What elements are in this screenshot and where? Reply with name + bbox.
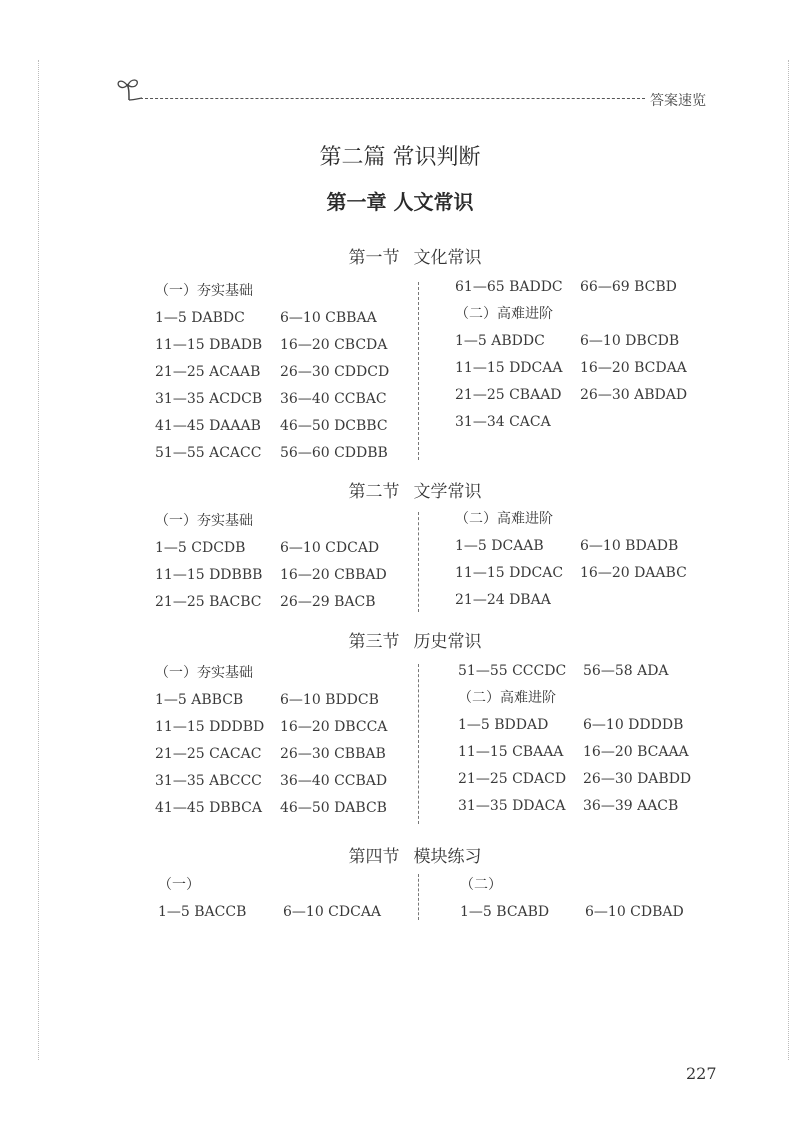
column-divider xyxy=(418,512,419,612)
answer-row xyxy=(155,305,405,332)
answer-cell: 41—45 DAAAB xyxy=(155,418,261,434)
section-number: 第四节 xyxy=(348,847,400,867)
answer-cell: 26—30 CBBAB xyxy=(280,746,386,762)
section-number: 第二节 xyxy=(348,482,400,502)
answer-cell: 1—5 CDCDB xyxy=(155,540,246,556)
answer-row xyxy=(455,274,705,301)
answer-cell: 6—10 BDADB xyxy=(580,538,679,554)
answer-row xyxy=(155,413,405,440)
answer-cell: 6—10 DDDDB xyxy=(583,717,684,733)
answer-row xyxy=(155,562,405,589)
subsection-title: （二）高难进阶 xyxy=(455,306,553,322)
answer-cell: 31—35 ABCCC xyxy=(155,773,262,789)
subsection-title: （一） xyxy=(158,877,200,893)
answer-cell: 46—50 DABCB xyxy=(280,800,387,816)
subsection-title: （二）高难进阶 xyxy=(458,690,556,706)
answer-cell: 6—10 CDBAD xyxy=(585,904,684,920)
answer-row xyxy=(458,658,708,685)
answer-cell: 16—20 DAABC xyxy=(580,565,687,581)
answer-cell: 16—20 DBCCA xyxy=(280,719,388,735)
answer-cell: 46—50 DCBBC xyxy=(280,418,388,434)
header-rule xyxy=(140,98,645,99)
answer-cell: 6—10 CDCAA xyxy=(283,904,382,920)
answer-cell: 21—24 DBAA xyxy=(455,592,551,608)
section-title xyxy=(0,243,800,268)
answer-cell: 11—15 DDBBB xyxy=(155,567,263,583)
section-4-right-column xyxy=(460,872,710,926)
answer-cell: 21—25 CACAC xyxy=(155,746,262,762)
answer-row xyxy=(155,535,405,562)
answer-cell: 11—15 CBAAA xyxy=(458,744,564,760)
answer-cell: 31—35 ACDCB xyxy=(155,391,263,407)
section-name: 文化常识 xyxy=(413,248,482,268)
section-name: 模块练习 xyxy=(413,847,482,867)
section-title xyxy=(0,627,800,652)
answer-cell: 41—45 DBBCA xyxy=(155,800,262,816)
subsection-title: （二） xyxy=(460,877,502,893)
answer-cell: 36—40 CCBAD xyxy=(280,773,388,789)
chapter-title: 第一章 人文常识 xyxy=(326,190,474,214)
answer-row xyxy=(455,355,705,382)
answer-row xyxy=(155,687,405,714)
answer-row xyxy=(455,409,705,436)
answer-cell: 1—5 BDDAD xyxy=(458,717,549,733)
answer-row xyxy=(458,712,708,739)
column-divider xyxy=(418,664,419,824)
section-title xyxy=(0,842,800,867)
answer-cell: 21—25 CBAAD xyxy=(455,387,562,403)
answer-row xyxy=(455,533,705,560)
answer-cell: 11—15 DDCAC xyxy=(455,565,564,581)
section-name: 文学常识 xyxy=(413,482,482,502)
answer-cell: 1—5 ABDDC xyxy=(455,333,545,349)
answer-cell: 16—20 CBCDA xyxy=(280,337,388,353)
answer-cell: 1—5 DABDC xyxy=(155,310,245,326)
section-name: 历史常识 xyxy=(413,632,482,652)
answer-cell: 6—10 CBBAA xyxy=(280,310,377,326)
answer-row xyxy=(155,386,405,413)
answer-row xyxy=(458,739,708,766)
section-number: 第三节 xyxy=(348,632,400,652)
answer-cell: 16—20 BCAAA xyxy=(583,744,689,760)
subsection-title: （一）夯实基础 xyxy=(155,283,253,299)
subsection-title: （一）夯实基础 xyxy=(155,513,253,529)
answer-cell: 26—30 CDDCD xyxy=(280,364,390,380)
answer-cell: 1—5 ABBCB xyxy=(155,692,244,708)
column-divider xyxy=(418,874,419,920)
subsection-title: （一）夯实基础 xyxy=(155,665,253,681)
answer-cell: 6—10 CDCAD xyxy=(280,540,380,556)
answer-cell: 56—58 ADA xyxy=(583,663,669,679)
answer-row xyxy=(460,899,710,926)
answer-cell: 6—10 BDDCB xyxy=(280,692,379,708)
section-3-left-column xyxy=(155,660,405,822)
page-number: 227 xyxy=(686,1064,717,1083)
answer-cell: 31—34 CACA xyxy=(455,414,551,430)
header-label: 答案速览 xyxy=(650,93,706,109)
section-1-right-column xyxy=(455,274,705,436)
answer-cell: 11—15 DBADB xyxy=(155,337,263,353)
part-title: 第二篇 常识判断 xyxy=(319,145,481,170)
section-number: 第一节 xyxy=(348,248,400,268)
answer-cell: 51—55 ACACC xyxy=(155,445,262,461)
answer-cell: 16—20 BCDAA xyxy=(580,360,687,376)
answer-row xyxy=(455,560,705,587)
answer-row xyxy=(155,768,405,795)
section-4-left-column xyxy=(158,872,408,926)
answer-cell: 36—39 AACB xyxy=(583,798,679,814)
answer-row xyxy=(155,741,405,768)
answer-row xyxy=(155,714,405,741)
section-2-left-column xyxy=(155,508,405,616)
subsection-title: （二）高难进阶 xyxy=(455,511,553,527)
answer-cell: 1—5 BCABD xyxy=(460,904,550,920)
answer-cell: 6—10 DBCDB xyxy=(580,333,680,349)
answer-cell: 66—69 BCBD xyxy=(580,279,677,295)
answer-row xyxy=(158,899,408,926)
answer-row xyxy=(455,382,705,409)
answer-row xyxy=(455,328,705,355)
answer-row xyxy=(155,795,405,822)
answer-cell: 26—29 BACB xyxy=(280,594,376,610)
section-2-right-column xyxy=(455,506,705,614)
column-divider xyxy=(418,282,419,460)
answer-row xyxy=(155,440,405,467)
answer-cell: 56—60 CDDBB xyxy=(280,445,388,461)
answer-cell: 16—20 CBBAD xyxy=(280,567,387,583)
answer-cell: 61—65 BADDC xyxy=(455,279,563,295)
answer-row xyxy=(155,589,405,616)
answer-cell: 31—35 DDACA xyxy=(458,798,566,814)
answer-row xyxy=(155,359,405,386)
answer-row xyxy=(455,587,705,614)
answer-cell: 1—5 DCAAB xyxy=(455,538,544,554)
answer-row xyxy=(458,793,708,820)
answer-cell: 21—25 BACBC xyxy=(155,594,262,610)
answer-cell: 11—15 DDDBD xyxy=(155,719,265,735)
section-3-right-column xyxy=(458,658,708,820)
section-title xyxy=(0,477,800,502)
answer-cell: 26—30 ABDAD xyxy=(580,387,688,403)
answer-cell: 21—25 CDACD xyxy=(458,771,567,787)
answer-cell: 26—30 DABDD xyxy=(583,771,692,787)
answer-row xyxy=(458,766,708,793)
answer-cell: 51—55 CCCDC xyxy=(458,663,567,679)
answer-cell: 11—15 DDCAA xyxy=(455,360,563,376)
answer-cell: 36—40 CCBAC xyxy=(280,391,387,407)
answer-row xyxy=(155,332,405,359)
answer-cell: 1—5 BACCB xyxy=(158,904,247,920)
answer-cell: 21—25 ACAAB xyxy=(155,364,261,380)
section-1-left-column xyxy=(155,278,405,467)
